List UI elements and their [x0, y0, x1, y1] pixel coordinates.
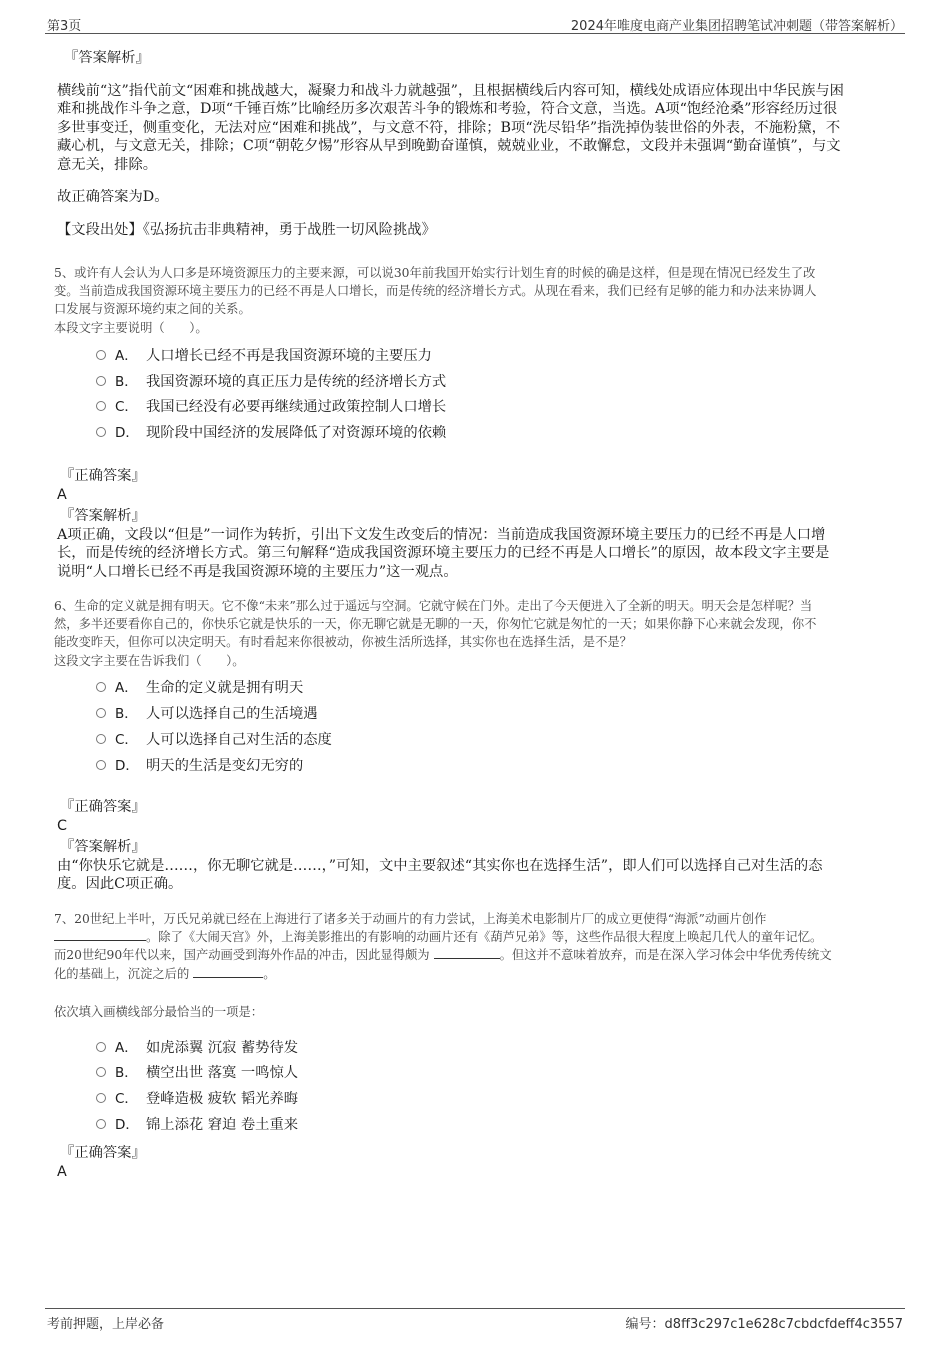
radio-icon[interactable] [96, 760, 106, 770]
radio-icon[interactable] [96, 1042, 106, 1052]
document-serial: 编号：d8ff3c297c1e628c7cbdcfdeff4c3557 [625, 1317, 903, 1332]
q6-stem-line: 这段文字主要在告诉我们（ ）。 [54, 653, 245, 668]
radio-icon[interactable] [96, 734, 106, 744]
radio-icon[interactable] [96, 1067, 106, 1077]
page-footer [45, 1308, 905, 1332]
q6-analysis-line: 度。因此C项正确。 [57, 876, 183, 893]
q5-analysis-label: 『答案解析』 [60, 508, 146, 524]
q6-analysis [57, 857, 891, 894]
q5-stem-line: 口发展与资源环境约束之间的关系。 [54, 302, 251, 317]
radio-icon[interactable] [96, 376, 106, 386]
q6-answer: C [57, 818, 67, 834]
q4-source: 【文段出处】《弘扬抗击非典精神，勇于战胜一切风险挑战》 [57, 222, 436, 238]
q7-option-d[interactable]: D． 锦上添花 窘迫 卷土重来 [96, 1115, 298, 1135]
radio-icon[interactable] [96, 1119, 106, 1129]
q6-stem [54, 597, 888, 670]
q4-analysis [57, 82, 891, 174]
q5-stem [54, 264, 888, 337]
q5-analysis-line: 长，而是传统的经济增长方式。第三句解释“造成我国资源环境主要压力的已经不再是人口增长”的原因，故本段文字主要是 [57, 545, 830, 562]
q7-stem [54, 910, 888, 983]
q5-analysis [57, 526, 891, 581]
q5-stem-line: 5、或许有人会认为人口多是环境资源压力的主要来源，可以说30年前我国开始实行计划生育的时候的确是这样，但是现在情况已经发生了改 [54, 266, 816, 280]
q6-analysis-line: 由“你快乐它就是……，你无聊它就是……，”可知，文中主要叙述“其实你也在选择生活”，即人们可以选择自己对生活的态 [57, 858, 823, 874]
q4-analysis-line: 难和挑战作斗争之意，D项“千锤百炼”比喻经历多次艰苦斗争的锻炼和考验，符合文意，当选。A项“饱经沧桑”形容经历过很 [57, 101, 838, 118]
q4-analysis-line: 多世事变迁，侧重变化，无法对应“困难和挑战”，与文意不符，排除；B项“洗尽铅华”指洗掉伪装世俗的外表，不施粉黛，不 [57, 119, 841, 136]
q6-option-b[interactable]: B． 人可以选择自己的生活境遇 [96, 704, 318, 724]
q5-option-b[interactable]: B． 我国资源环境的真正压力是传统的经济增长方式 [96, 372, 446, 392]
q4-analysis-line: 藏心机，与文意无关，排除；C项“朝乾夕惕”形容从早到晚勤奋谨慎，兢兢业业，不敢懈怠，文段并未强调“勤奋谨慎”，与文 [57, 138, 841, 155]
q4-conclusion: 故正确答案为D。 [57, 189, 169, 205]
page-header [45, 12, 905, 34]
page-number: 第3页 [47, 19, 82, 34]
fill-blank[interactable] [434, 946, 500, 959]
q4-analysis-line: 横线前“这”指代前文“困难和挑战越大，凝聚力和战斗力就越强”，且根据横线后内容可知，横线处成语应体现出中华民族与困 [57, 83, 844, 99]
q5-option-d[interactable]: D． 现阶段中国经济的发展降低了对资源环境的依赖 [96, 423, 446, 443]
radio-icon[interactable] [96, 401, 106, 411]
document-title: 2024年唯度电商产业集团招聘笔试冲刺题（带答案解析） [570, 19, 903, 34]
q5-answer-label: 『正确答案』 [60, 468, 146, 484]
q6-stem-line: 能改变昨天，但你可以决定明天。有时看起来你很被动，你被生活所选择，其实你也在选择生活，是不是？ [54, 635, 632, 650]
q5-stem-line: 本段文字主要说明（ ）。 [54, 320, 208, 335]
q6-option-a[interactable]: A． 生命的定义就是拥有明天 [96, 678, 303, 698]
q7-stem-line: 而20世纪90年代以来，国产动画受到海外作品的冲击，因此显得颇为 。但这并不意味着放弃，而是在深入学习体会中华优秀传统文 [54, 948, 832, 963]
q7-option-a[interactable]: A． 如虎添翼 沉寂 蓄势待发 [96, 1038, 298, 1058]
radio-icon[interactable] [96, 1093, 106, 1103]
q4-analysis-label: 『答案解析』 [64, 50, 150, 66]
q6-analysis-label: 『答案解析』 [60, 839, 146, 855]
q5-stem-line: 变。当前造成我国资源环境主要压力的已经不再是人口增长，而是传统的经济增长方式。从现在看来，我们已经有足够的能力和办法来协调人 [54, 284, 817, 299]
q7-prompt: 依次填入画横线部分最恰当的一项是： [54, 1005, 264, 1019]
fill-blank[interactable] [54, 928, 146, 941]
q5-answer: A [57, 487, 67, 503]
radio-icon[interactable] [96, 708, 106, 718]
q7-answer-label: 『正确答案』 [60, 1145, 146, 1161]
q4-analysis-line: 意无关，排除。 [57, 156, 158, 173]
radio-icon[interactable] [96, 427, 106, 437]
q7-answer: A [57, 1164, 67, 1180]
q6-option-d[interactable]: D． 明天的生活是变幻无穷的 [96, 756, 303, 776]
q6-stem-line: 6、生命的定义就是拥有明天。它不像“未来”那么过于遥远与空洞。它就守候在门外。走出了今天便进入了全新的明天。明天会是怎样呢？当 [54, 599, 813, 613]
q5-option-a[interactable]: A． 人口增长已经不再是我国资源环境的主要压力 [96, 346, 432, 366]
q7-option-b[interactable]: B． 横空出世 落寞 一鸣惊人 [96, 1063, 298, 1083]
q5-option-c[interactable]: C． 我国已经没有必要再继续通过政策控制人口增长 [96, 397, 446, 417]
q5-analysis-line: 说明“人口增长已经不再是我国资源环境的主要压力”这一观点。 [57, 563, 458, 580]
q6-answer-label: 『正确答案』 [60, 799, 146, 815]
q7-option-c[interactable]: C． 登峰造极 疲软 韬光养晦 [96, 1089, 298, 1109]
footer-slogan: 考前押题，上岸必备 [47, 1317, 165, 1332]
q7-stem-line: 化的基础上，沉淀之后的 。 [54, 966, 276, 981]
q6-stem-line: 然，多半还要看你自己的，你快乐它就是快乐的一天，你无聊它就是无聊的一天，你匆忙它就是匆忙的一天；如果你静下心来就会发现，你不 [54, 617, 817, 632]
radio-icon[interactable] [96, 350, 106, 360]
q5-analysis-line: A项正确，文段以“但是”一词作为转折，引出下文发生改变后的情况：当前造成我国资源环境主要压力的已经不再是人口增 [57, 527, 826, 543]
fill-blank[interactable] [193, 965, 263, 978]
q7-stem-line: 。除了《大闹天宫》外，上海美影推出的有影响的动画片还有《葫芦兄弟》等，这些作品很大程度上唤起几代人的童年记忆。 [54, 928, 888, 946]
radio-icon[interactable] [96, 682, 106, 692]
q7-stem-line: 7、20世纪上半叶，万氏兄弟就已经在上海进行了诸多关于动画片的有力尝试，上海美术电影制片厂的成立更使得“海派”动画片创作 [54, 912, 767, 926]
q6-option-c[interactable]: C． 人可以选择自己对生活的态度 [96, 730, 332, 750]
